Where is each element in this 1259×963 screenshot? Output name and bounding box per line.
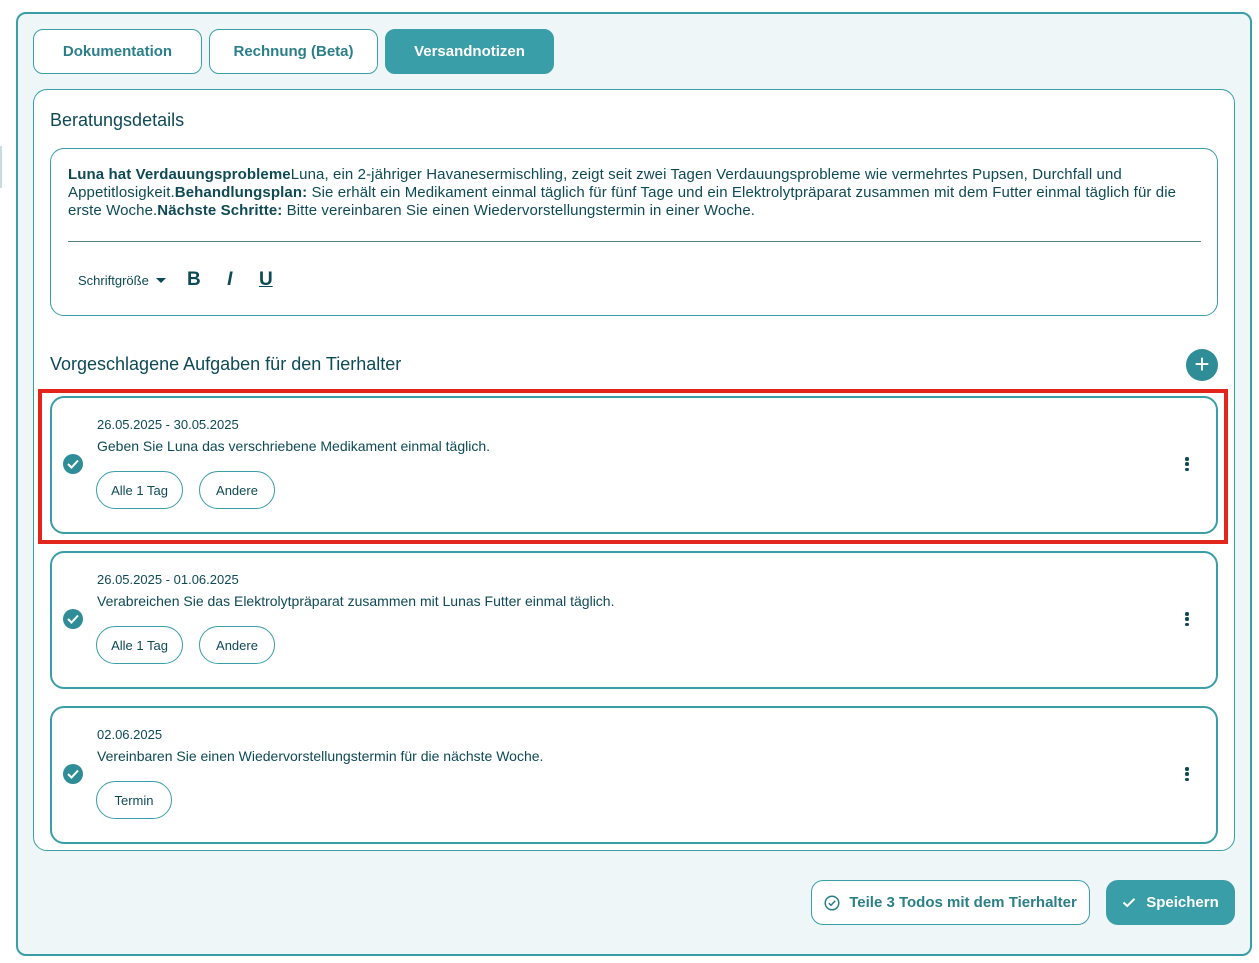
more-vertical-icon[interactable] — [1181, 764, 1193, 784]
tasks-section-title: Vorgeschlagene Aufgaben für den Tierhalter — [50, 354, 402, 374]
tab-versandnotizen[interactable]: Versandnotizen — [385, 29, 554, 74]
frequency-daily-button[interactable]: Alle 1 Tag — [96, 471, 183, 509]
frequency-other-button[interactable]: Andere — [199, 471, 275, 509]
share-todos-button[interactable] — [811, 880, 1090, 925]
italic-button[interactable]: I — [227, 269, 233, 290]
editor-next-text: Bitte vereinbaren Sie einen Wiedervorstellungstermin in einer Woche. — [282, 202, 756, 219]
task-date: 26.05.2025 - 30.05.2025 — [97, 417, 239, 432]
rich-text-editor[interactable] — [50, 148, 1218, 316]
tab-rechnung[interactable]: Rechnung (Beta) — [209, 29, 378, 74]
editor-next-label: Nächste Schritte: — [157, 202, 283, 219]
underline-button[interactable]: U — [258, 269, 273, 290]
font-size-dropdown[interactable] — [78, 273, 166, 288]
share-todos-label: Teile 3 Todos mit dem Tierhalter — [849, 894, 1077, 911]
task-description: Geben Sie Luna das verschriebene Medikament einmal täglich. — [97, 438, 491, 454]
tab-dokumentation[interactable]: Dokumentation — [33, 29, 202, 74]
save-button[interactable] — [1106, 880, 1235, 925]
highlight-box — [38, 389, 1228, 544]
frequency-daily-button[interactable]: Alle 1 Tag — [96, 626, 183, 664]
task-card — [50, 706, 1218, 844]
editor-plan-label: Behandlungsplan: — [174, 184, 308, 201]
editor-divider — [68, 241, 1201, 242]
bold-button[interactable]: B — [186, 269, 201, 290]
left-edge-marker — [0, 146, 2, 188]
task-date: 02.06.2025 — [97, 727, 163, 742]
chevron-down-icon — [156, 278, 166, 283]
editor-content[interactable] — [68, 166, 1203, 220]
check-circle-icon[interactable] — [63, 764, 83, 784]
more-vertical-icon[interactable] — [1181, 609, 1193, 629]
plus-icon: + — [1194, 349, 1210, 379]
check-icon — [1122, 897, 1136, 908]
task-description: Verabreichen Sie das Elektrolytpräparat zusammen mit Lunas Futter einmal täglich. — [97, 593, 615, 609]
editor-heading: Luna hat Verdauungsprobleme — [68, 166, 291, 183]
task-card — [50, 551, 1218, 689]
editor-plan-text: Sie erhält ein Medikament einmal täglich für fünf Tage und ein Elektrolytpräparat zusammen mit dem Futter einmal täglich für die erste Woche. — [68, 184, 1177, 219]
check-circle-icon[interactable] — [63, 609, 83, 629]
check-circle-outline-icon — [824, 895, 840, 911]
frequency-other-button[interactable]: Andere — [199, 626, 275, 664]
editor-intro: Luna, ein 2-jähriger Havanesermischling, zeigt seit zwei Tagen Verdauungsprobleme wie vermehrtes Pupsen, Durchfall und Appetitlosigkeit. — [68, 166, 1122, 201]
editor-toolbar — [78, 269, 274, 291]
add-task-button[interactable] — [1186, 349, 1218, 381]
font-size-label: Schriftgröße — [78, 272, 149, 288]
task-description: Vereinbaren Sie einen Wiedervorstellungstermin für die nächste Woche. — [97, 748, 544, 764]
save-label: Speichern — [1146, 894, 1219, 911]
appointment-button[interactable]: Termin — [96, 781, 172, 819]
consultation-title: Beratungsdetails — [50, 110, 185, 130]
task-date: 26.05.2025 - 01.06.2025 — [97, 572, 239, 587]
